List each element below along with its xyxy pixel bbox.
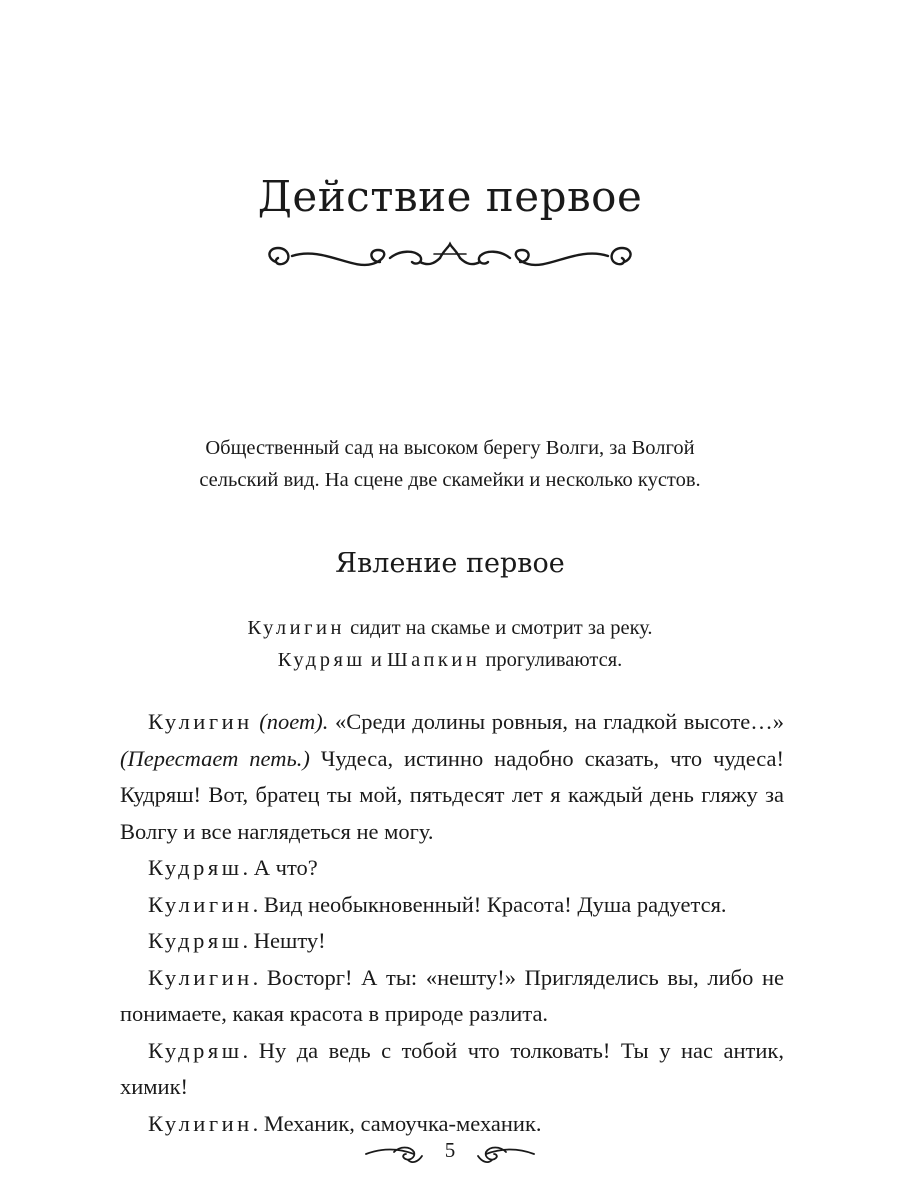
speech-text: . Нешту! — [242, 928, 326, 953]
dialogue-line — [120, 850, 784, 887]
speech-text: . Механик, самоучка-механик. — [252, 1110, 542, 1136]
speech-text: . Вид необыкновенный! Красота! Душа радуется. — [252, 891, 727, 917]
stage-direction-text: и — [365, 649, 387, 671]
speech-text: . А что? — [242, 855, 318, 880]
stage-remark: (поет). — [252, 709, 329, 734]
speaker-name: Кулигин — [148, 1110, 253, 1136]
speaker-name: Кудряш — [148, 928, 243, 953]
dialogue-line — [120, 960, 784, 1033]
page-footer — [0, 1138, 900, 1168]
character-name: Шапкин — [386, 649, 481, 671]
scene-title: Явление первое — [335, 548, 565, 579]
speech-text: . Ну да ведь с тобой что толковать! Ты у нас антик, химик! — [120, 1037, 784, 1099]
speaker-name: Кудряш — [148, 855, 243, 880]
page-number: 5 — [444, 1138, 456, 1162]
speech-text: . Восторг! А ты: «нешту!» Пригляделись вы, либо не понимаете, какая красота в природе разлита. — [120, 964, 784, 1026]
dialogue-line — [120, 923, 784, 960]
dialogue-line — [120, 1106, 784, 1143]
footer-flourish-left-icon — [364, 1142, 430, 1166]
dialogue-line — [120, 704, 784, 850]
setting-line: Общественный сад на высоком берегу Волги, за Волгой — [205, 437, 695, 459]
setting-description — [120, 432, 780, 496]
speech-text: «Среди долины ровныя, на гладкой высоте…» — [328, 709, 784, 734]
title-flourish-icon — [262, 236, 638, 278]
speaker-name: Кудряш — [148, 1037, 243, 1063]
speaker-name: Кулигин — [148, 891, 253, 917]
character-name: Кудряш — [277, 649, 366, 671]
stage-direction-text: сидит на скамье и смотрит за реку. — [344, 617, 653, 639]
dialogue — [120, 704, 784, 1142]
dialogue-line — [120, 887, 784, 924]
stage-direction-text: прогуливаются. — [480, 649, 623, 671]
stage-direction — [120, 612, 780, 676]
character-name: Кулигин — [247, 617, 345, 639]
stage-direction-line — [120, 612, 780, 644]
speaker-name: Кулигин — [148, 964, 253, 990]
act-title: Действие первое — [257, 172, 643, 221]
setting-line: сельский вид. На сцене две скамейки и несколько кустов. — [199, 469, 701, 491]
stage-direction-line — [120, 644, 780, 676]
footer-flourish-right-icon — [470, 1142, 536, 1166]
speech-text: Чудеса, истинно надобно сказать, что чудеса! Кудряш! Вот, братец ты мой, пятьдесят лет я каждый день гляжу за Волгу и все наглядеться не могу. — [120, 745, 784, 844]
speaker-name: Кулигин — [148, 709, 253, 734]
stage-remark: (Перестает петь.) — [120, 745, 310, 771]
dialogue-line — [120, 1033, 784, 1106]
